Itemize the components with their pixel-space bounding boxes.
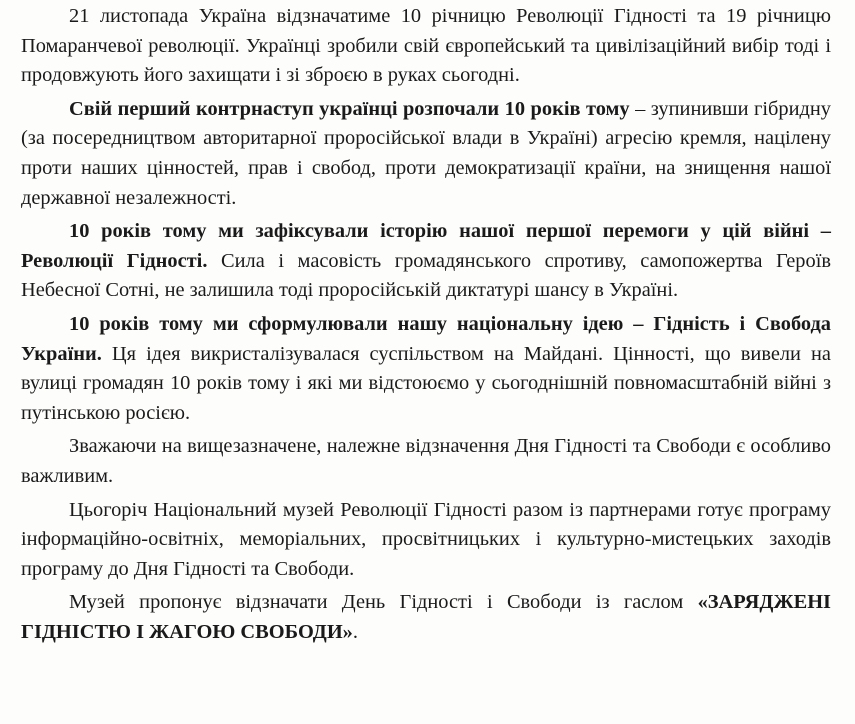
paragraph-national-idea	[21, 310, 831, 428]
paragraph-anniversary	[21, 2, 831, 91]
slogan-intro-text: Музей пропонує відзначати День Гідності і Свободи із гаслом	[69, 591, 698, 614]
paragraph-text: – зупинивши гібридну (за посередництвом авторитарної проросійської влади в Україні) агресію кремля, націлену проти наших цінностей, прав і свобод, проти демократизації країни, на знищення нашої державної незалежності.	[21, 97, 832, 209]
paragraph-text: Сила і масовість громадянського спротиву, самопожертва Героїв Небесної Сотні, не залишила тоді проросійській диктатурі шансу в Україні.	[21, 249, 831, 302]
paragraph-lead-bold: 10 років тому ми сформулювали нашу національну ідею – Гідність і Свобода України.	[21, 312, 831, 365]
paragraph-text: Зважаючи на вищезазначене, належне відзначення Дня Гідності та Свободи є особливо важливим.	[21, 435, 831, 487]
paragraph-importance	[21, 432, 831, 491]
paragraph-text: Ця ідея викристалізувалася суспільством на Майдані. Цінності, що вивели на вулиці громадян 10 років тому і які ми відстоюємо у сьогоднішній повномасштабній війні з путінською росією.	[21, 342, 831, 424]
paragraph-lead-bold: Свій перший контрнаступ українці розпочали 10 років тому	[69, 97, 630, 120]
paragraph-first-victory	[21, 217, 831, 306]
paragraph-text: Цьогоріч Національний музей Революції Гідності разом із партнерами готує програму інформаційно-освітніх, меморіальних, просвітницьких і культурно-мистецьких заходів програму до Дня Гідності та Свободи.	[21, 498, 831, 580]
paragraph-lead-bold: 10 років тому ми зафіксували історію нашої першої перемоги у цій війні – Революції Гідності.	[21, 220, 831, 272]
slogan-end-punctuation: .	[352, 620, 358, 643]
paragraph-text: 21 листопада Україна відзначатиме 10 річницю Революції Гідності та 19 річницю Помаранчевої революції. Українці зробили свій європейський та цивілізаційний вибір тоді і продовжують його захищати і зі зброєю в руках сьогодні.	[21, 5, 831, 87]
paragraph-museum-program	[21, 496, 831, 585]
document-body	[21, 2, 831, 651]
slogan-bold: «ЗАРЯДЖЕНІ ГІДНІСТЮ І ЖАГОЮ СВОБОДИ»	[21, 591, 831, 643]
paragraph-slogan	[21, 588, 831, 647]
paragraph-first-counteroffensive	[21, 95, 831, 213]
